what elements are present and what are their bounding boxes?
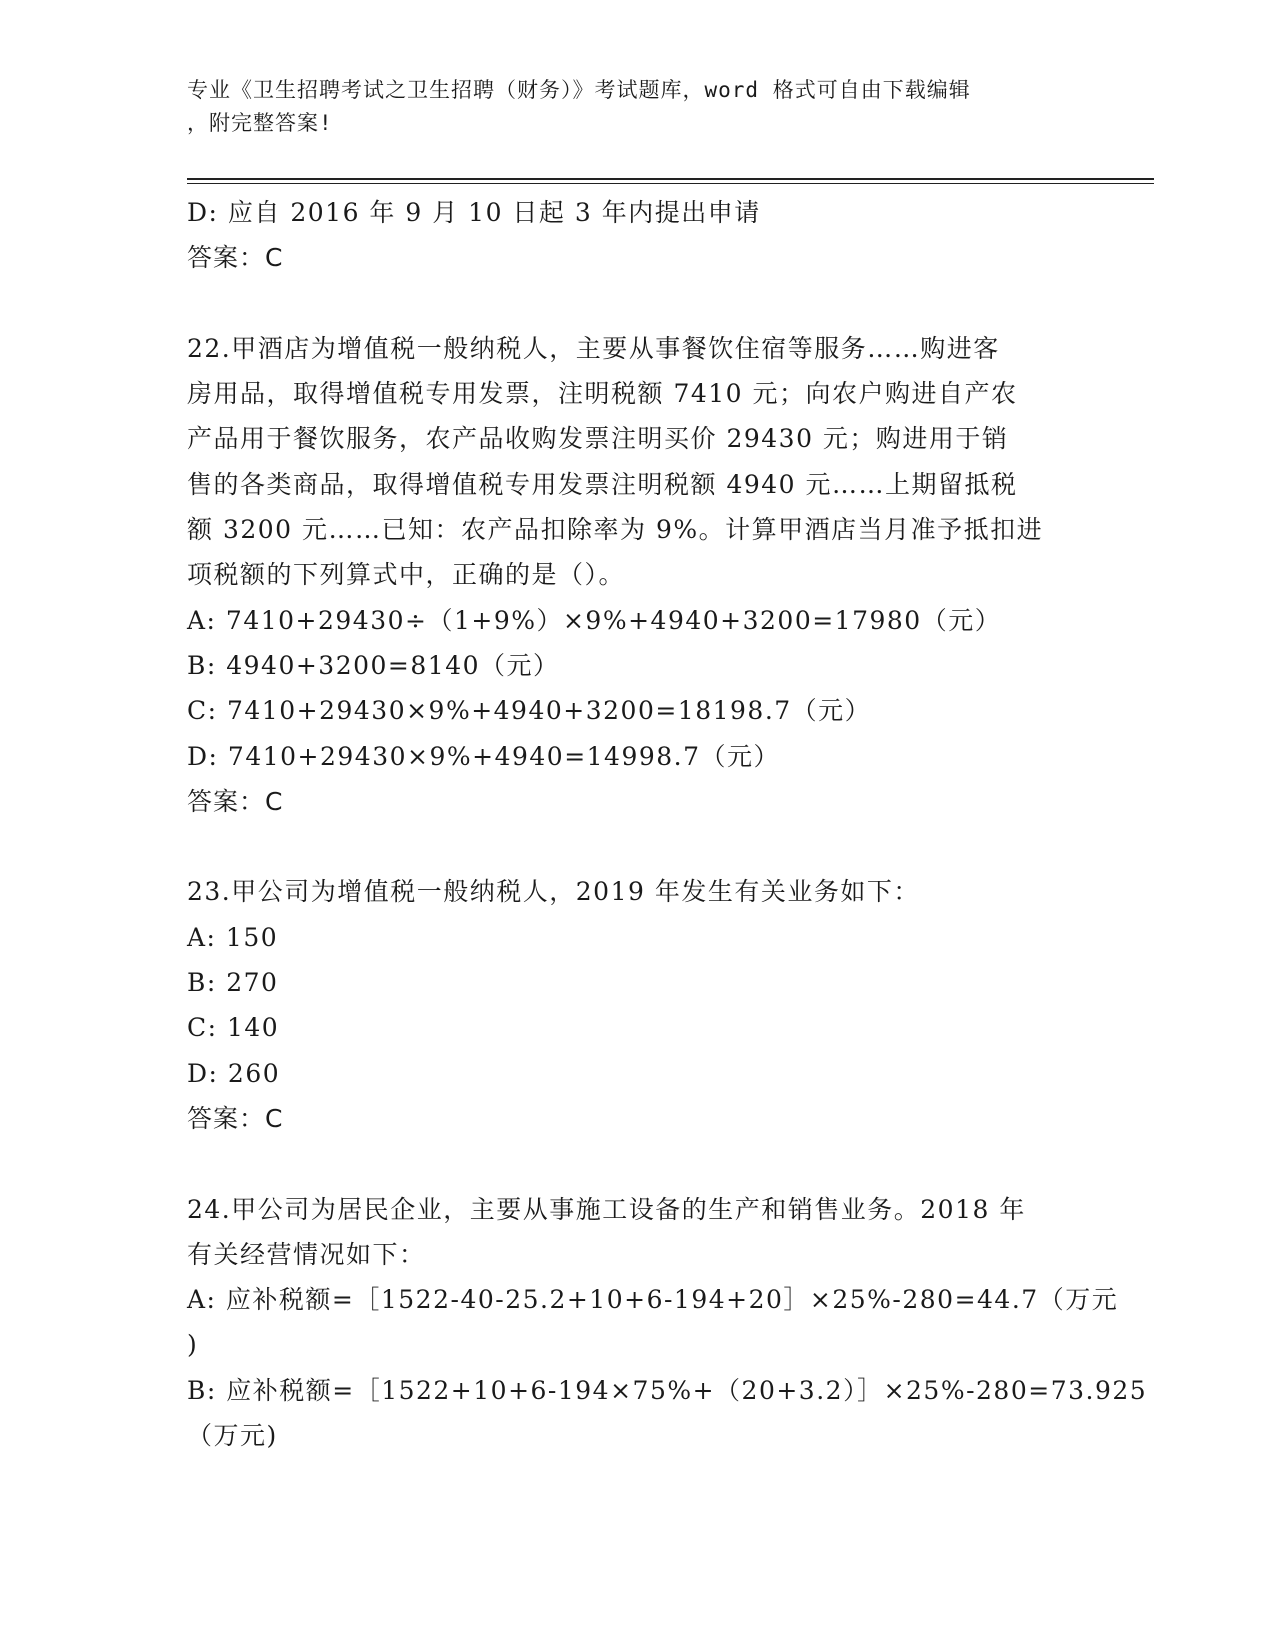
q24-stem-line: 24.甲公司为居民企业，主要从事施工设备的生产和销售业务。2018 年 [187,1194,1026,1224]
q22-answer: 答案：C [187,786,284,816]
prev-answer: 答案：C [187,243,284,273]
q22-stem-line: 售的各类商品，取得增值税专用发票注明税额 4940 元……上期留抵税 [187,469,1018,499]
question-24 [187,1187,1148,1459]
q23-option-d: D: 260 [187,1058,281,1088]
q22-option-d: D: 7410+29430×9%+4940=14998.7（元） [187,741,781,771]
spacer [187,824,1087,869]
question-22 [187,326,1087,824]
q24-option-a: A: 应补税额=［1522-40-25.2+10+6-194+20］×25%-280=44.7（万元 [187,1285,1119,1315]
q22-option-b: B: 4940+3200=8140（元） [187,650,560,680]
q22-stem-line: 产品用于餐饮服务，农产品收购发票注明买价 29430 元；购进用于销 [187,424,1009,454]
q23-answer: 答案：C [187,1103,284,1133]
header-line-2: ，附完整答案! [187,111,333,135]
q22-stem-line: 项税额的下列算式中，正确的是（）。 [187,560,626,590]
q22-stem-line: 额 3200 元……已知：农产品扣除率为 9%。计算甲酒店当月准予抵扣进 [187,515,1044,545]
q24-option-b-cont: （万元) [187,1421,278,1451]
header-line-1: 专业《卫生招聘考试之卫生招聘（财务）》考试题库，word 格式可自由下载编辑 [187,78,971,102]
question-23 [187,869,1087,1141]
spacer [187,281,1087,326]
document-body [187,190,1148,1458]
q24-stem-line: 有关经营情况如下： [187,1239,426,1269]
q22-stem-line: 房用品，取得增值税专用发票，注明税额 7410 元；向农户购进自产农 [187,379,1018,409]
header-rule-thick [187,178,1154,180]
q24-option-b: B: 应补税额=［1522+10+6-194×75%+（20+3.2）］×25%-280=73.925 [187,1375,1148,1405]
q23-option-b: B: 270 [187,968,279,998]
q23-option-c: C: 140 [187,1013,280,1043]
document-header [187,74,1087,140]
q24-option-a-cont: ) [187,1330,199,1360]
prev-option-d: D: 应自 2016 年 9 月 10 日起 3 年内提出申请 [187,198,761,227]
q23-stem-line: 23.甲公司为增值税一般纳税人，2019 年发生有关业务如下： [187,877,920,907]
q22-stem-line: 22.甲酒店为增值税一般纳税人，主要从事餐饮住宿等服务……购进客 [187,333,1000,363]
q22-option-a: A: 7410+29430÷（1+9%）×9%+4940+3200=17980（元） [187,605,1002,635]
spacer [187,1141,1087,1186]
q23-option-a: A: 150 [187,922,279,952]
header-rule-thin [187,183,1154,184]
q22-option-c: C: 7410+29430×9%+4940+3200=18198.7（元） [187,696,872,726]
